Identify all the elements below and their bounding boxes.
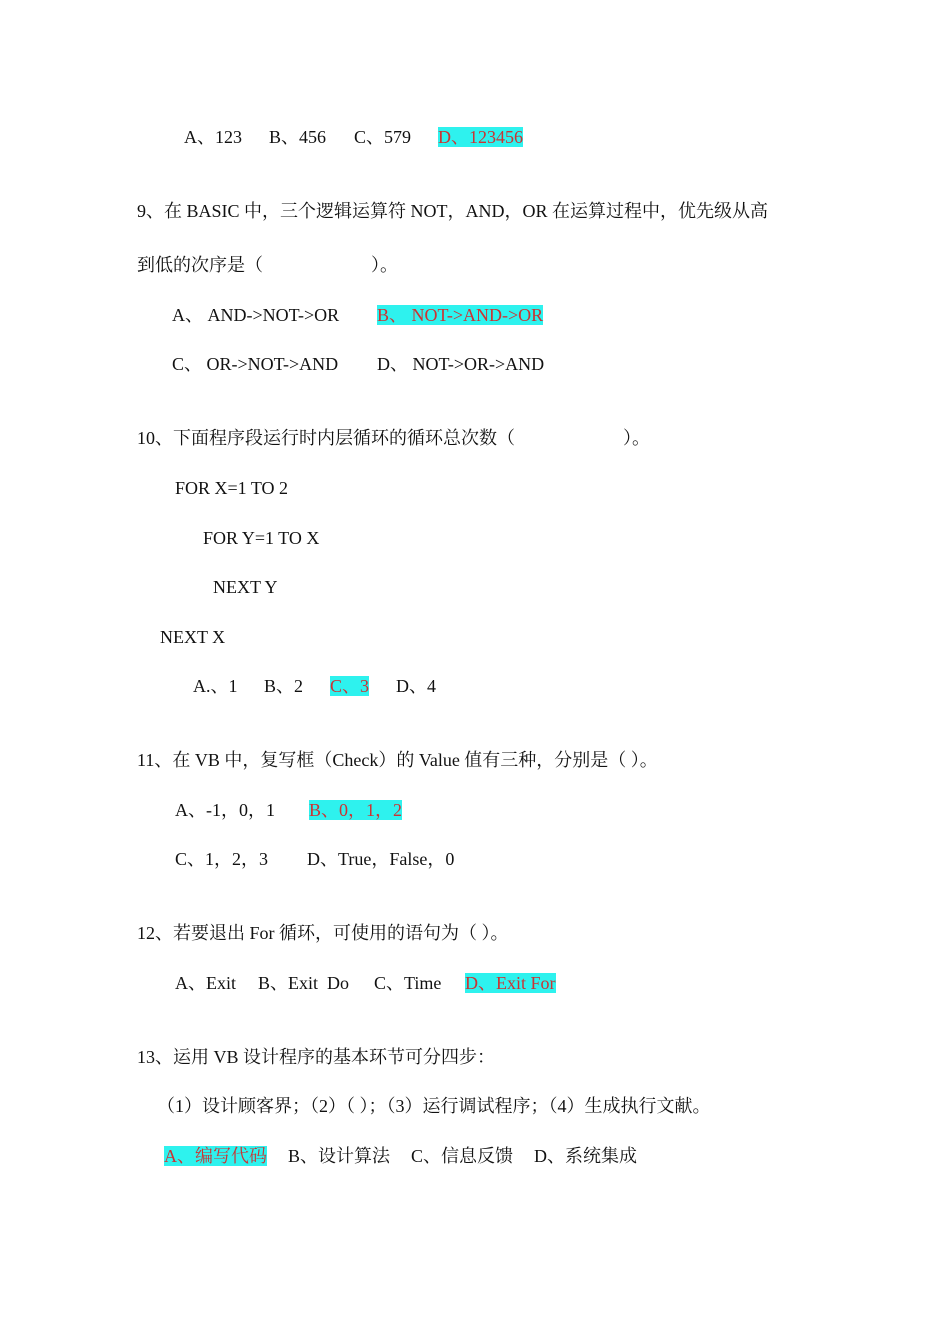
q12-option-c: C、Time xyxy=(374,973,442,993)
q13-steps: （1）设计顾客界；（2）（ ）；（3）运行调试程序；（4）生成执行文献。 xyxy=(157,1096,711,1116)
answer-highlight: C、3 xyxy=(330,676,370,696)
q9-option-d: D、 NOT->OR->AND xyxy=(377,354,545,374)
q13-option-d: D、系统集成 xyxy=(534,1146,637,1166)
q9-option-b-answer xyxy=(377,304,543,326)
q13-option-c: C、信息反馈 xyxy=(411,1146,514,1166)
q9-stem-line1: 9、在 BASIC 中，三个逻辑运算符 NOT，AND，OR 在运算过程中，优先级从高 xyxy=(137,201,769,221)
q13-option-a-answer xyxy=(164,1145,267,1167)
q10-code-line-3: NEXT Y xyxy=(213,577,278,597)
answer-highlight: B、0，1，2 xyxy=(309,800,403,820)
q12-option-b: B、Exit Do xyxy=(258,973,350,993)
q8-option-a: A、123 xyxy=(184,127,242,147)
q10-code-line-4: NEXT X xyxy=(160,627,226,647)
q9-stem-line2: 到低的次序是（ ）。 xyxy=(137,255,398,275)
q11-option-b-answer xyxy=(309,799,402,821)
q10-option-c-answer xyxy=(330,675,369,697)
q11-option-d: D、True，False，0 xyxy=(307,849,455,869)
answer-highlight: D、123456 xyxy=(438,127,523,147)
q12-stem: 12、若要退出 For 循环，可使用的语句为（ ）。 xyxy=(137,923,509,943)
q12-option-a: A、Exit xyxy=(175,973,236,993)
q9-option-a: A、 AND->NOT->OR xyxy=(172,305,340,325)
answer-highlight: D、Exit For xyxy=(465,973,556,993)
q10-option-a: A.、1 xyxy=(193,676,238,696)
q13-option-b: B、设计算法 xyxy=(288,1146,391,1166)
q10-option-b: B、2 xyxy=(264,676,304,696)
q13-stem: 13、运用 VB 设计程序的基本环节可分四步： xyxy=(137,1047,496,1067)
q11-option-a: A、-1，0，1 xyxy=(175,800,275,820)
q10-code-line-2: FOR Y=1 TO X xyxy=(203,528,320,548)
q12-option-d-answer xyxy=(465,972,556,994)
q10-stem: 10、下面程序段运行时内层循环的循环总次数（ ）。 xyxy=(137,428,650,448)
q10-option-d: D、4 xyxy=(396,676,436,696)
q9-option-c: C、 OR->NOT->AND xyxy=(172,354,339,374)
q8-option-c: C、579 xyxy=(354,127,412,147)
answer-highlight: A、编写代码 xyxy=(164,1146,267,1166)
q11-stem: 11、在 VB 中，复写框（Check）的 Value 值有三种，分别是（ ）。 xyxy=(137,750,658,770)
q8-option-b: B、456 xyxy=(269,127,327,147)
q8-option-d-answer xyxy=(438,126,523,148)
q10-code-line-1: FOR X=1 TO 2 xyxy=(175,478,289,498)
answer-highlight: B、 NOT->AND->OR xyxy=(377,305,544,325)
q11-option-c: C、1，2，3 xyxy=(175,849,269,869)
